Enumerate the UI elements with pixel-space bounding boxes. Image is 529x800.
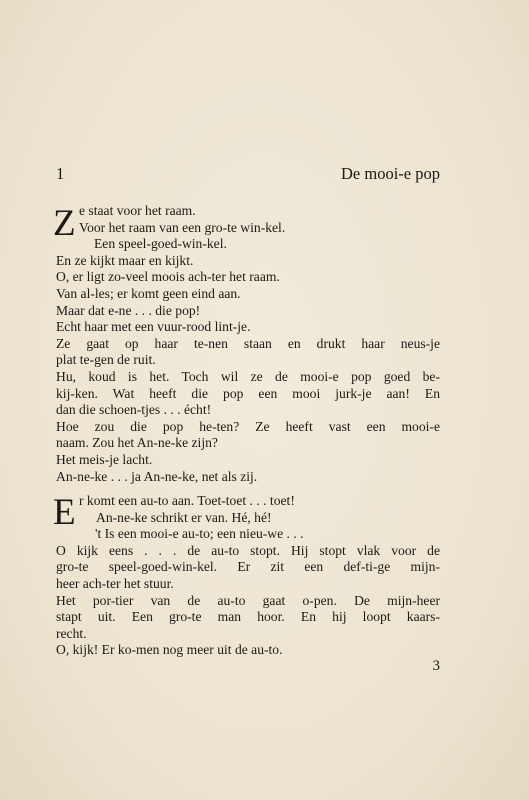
text-line: recht. bbox=[56, 625, 87, 641]
paragraph-2 bbox=[53, 492, 440, 659]
text-line: Voor het raam van een gro-te win-kel. bbox=[79, 219, 286, 235]
text-line: gro-te speel-goed-win-kel. Er zit een def-ti-ge mijn- bbox=[56, 559, 440, 575]
text-line: naam. Zou het An-ne-ke zijn? bbox=[56, 435, 218, 451]
text-line: heer ach-ter het stuur. bbox=[56, 575, 174, 591]
text-line: Ze gaat op haar te-nen staan en drukt haar neus-je bbox=[56, 335, 440, 351]
text-line: Hu, koud is het. Toch wil ze de mooi-e pop goed be- bbox=[56, 368, 440, 384]
chapter-header bbox=[56, 164, 440, 188]
text-line: r komt een au-to aan. Toet-toet . . . toet! bbox=[79, 493, 295, 508]
text-line: An-ne-ke . . . ja An-ne-ke, net als zij. bbox=[56, 468, 258, 484]
text-line: Hoe zou die pop he-ten? Ze heeft vast een mooi-e bbox=[56, 418, 440, 434]
text-line: dan die schoen-tjes . . . écht! bbox=[56, 402, 212, 418]
text-line: O kijk eens . . . de au-to stopt. Hij stopt vlak voor de bbox=[56, 542, 440, 558]
text-line: An-ne-ke schrikt er van. Hé, hé! bbox=[96, 509, 272, 525]
text-line: O, kijk! Er ko-men nog meer uit de au-to. bbox=[56, 642, 283, 658]
chapter-title: De mooi-e pop bbox=[341, 164, 440, 183]
text-line: En ze kijkt maar en kijkt. bbox=[56, 252, 194, 268]
paragraph-1 bbox=[53, 203, 440, 485]
page-number: 3 bbox=[432, 658, 440, 674]
text-line: Het meis-je lacht. bbox=[56, 451, 153, 467]
drop-cap: E bbox=[53, 492, 76, 533]
text-line: Maar dat e-ne . . . die pop! bbox=[56, 302, 201, 318]
text-line: Het por-tier van de au-to gaat o-pen. De mijn-heer bbox=[56, 592, 440, 608]
text-line: Echt haar met een vuur-rood lint-je. bbox=[56, 319, 251, 335]
text-line: 't Is een mooi-e au-to; een nieu-we . . . bbox=[95, 526, 304, 542]
drop-cap: Z bbox=[53, 203, 76, 244]
text-line: plat te-gen de ruit. bbox=[56, 352, 156, 368]
text-line: Een speel-goed-win-kel. bbox=[94, 236, 227, 252]
text-line: e staat voor het raam. bbox=[79, 203, 196, 218]
text-line: O, er ligt zo-veel moois ach-ter het raam. bbox=[56, 269, 280, 285]
text-line: Van al-les; er komt geen eind aan. bbox=[56, 285, 241, 301]
chapter-number: 1 bbox=[56, 164, 65, 183]
text-line: stapt uit. Een gro-te man hoor. En hij loopt kaars- bbox=[56, 609, 440, 625]
text-line: kij-ken. Wat heeft die pop een mooi jurk-je aan! En bbox=[56, 385, 440, 401]
